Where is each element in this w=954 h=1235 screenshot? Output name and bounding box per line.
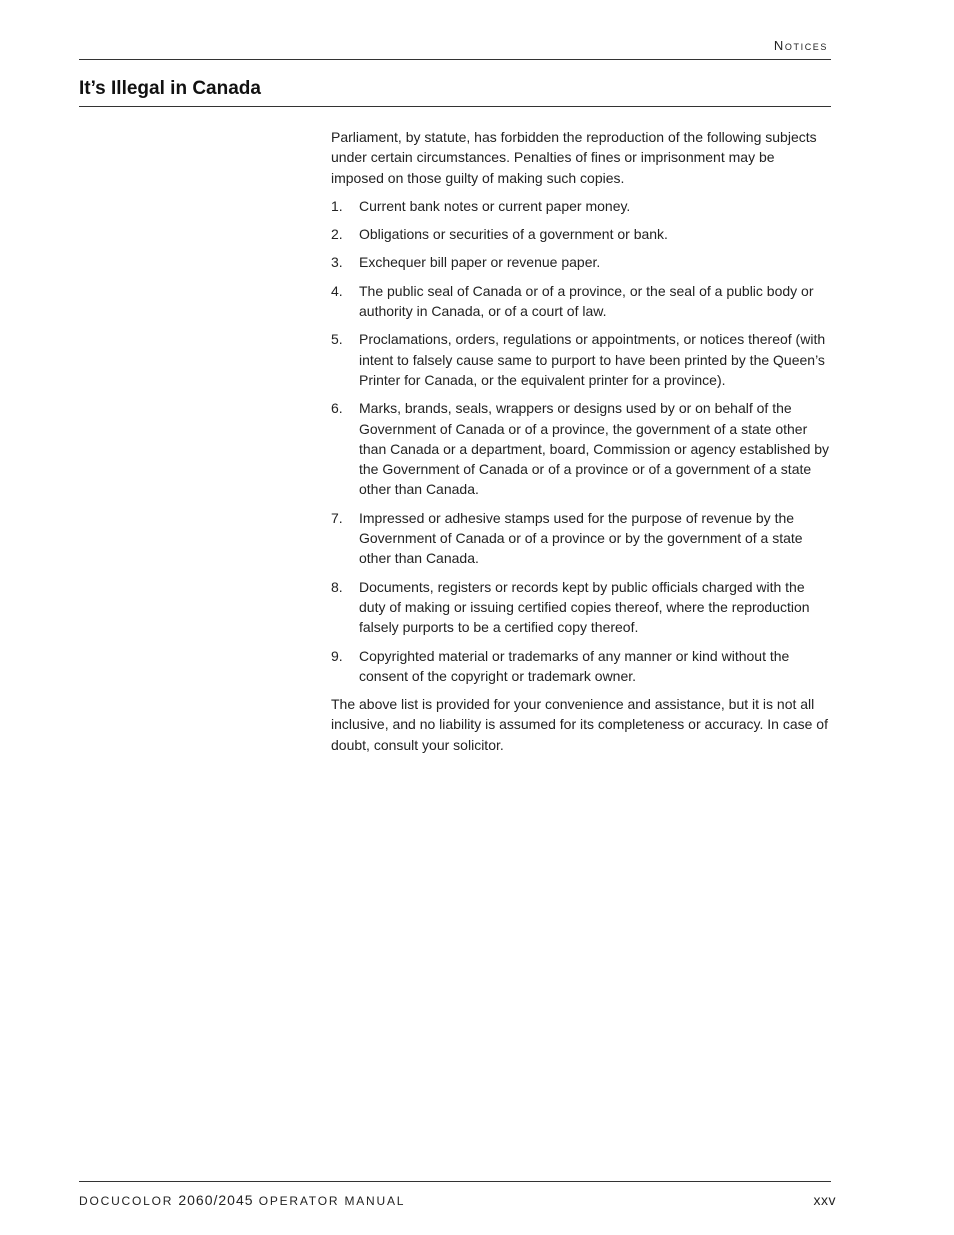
list-item-number: 1. — [331, 197, 343, 214]
footer-manual: OPERATOR MANUAL — [258, 1194, 406, 1208]
intro-paragraph: Parliament, by statute, has forbidden the reproduction of the following subjects under certain circumstances. Penalties of fines or imprisonment may be imposed on those guilty of making such copies. — [331, 129, 817, 186]
list-item-text: Current bank notes or current paper money. — [359, 197, 631, 214]
list-item — [331, 508, 831, 569]
list-item — [331, 577, 831, 638]
list-item-number: 8. — [331, 578, 343, 595]
list-item-text: Marks, brands, seals, wrappers or designs used by or on behalf of the Government of Canada or of a province, the government of a state other than Canada or a department, board, Commission or agency established by the Government of Canada or of a province or of a government of a state other than Canada. — [359, 400, 830, 498]
list-item-text: Copyrighted material or trademarks of any manner or kind without the consent of the copyright or trademark owner. — [359, 647, 790, 684]
list-item — [331, 646, 831, 687]
footer-title — [79, 1192, 405, 1208]
page-number: xxv — [813, 1192, 836, 1208]
closing-paragraph: The above list is provided for your convenience and assistance, but it is not all inclusive, and no liability is assumed for its completeness or accuracy. In case of doubt, consult your solicitor. — [331, 696, 828, 753]
list-item-number: 3. — [331, 254, 343, 271]
list-item-text: Obligations or securities of a government or bank. — [359, 226, 668, 243]
list-item-number: 7. — [331, 509, 343, 526]
list-item — [331, 329, 831, 390]
list-item-text: Impressed or adhesive stamps used for the purpose of revenue by the Government of Canada or of a province or by the government of a state other than Canada. — [359, 509, 803, 567]
body-column — [331, 127, 831, 763]
list-item-text: The public seal of Canada or of a province, or the seal of a public body or authority in Canada, or of a court of law. — [359, 282, 814, 320]
footer-brand: DOCUCOLOR — [79, 1194, 174, 1208]
list-item-text: Exchequer bill paper or revenue paper. — [359, 254, 601, 271]
footer-rule — [79, 1181, 831, 1182]
list-item-number: 2. — [331, 226, 343, 243]
running-head: Notices — [773, 38, 828, 53]
list-item-text: Proclamations, orders, regulations or appointments, or notices thereof (with intent to falsely cause same to purport to have been printed by the Queen’s Printer for Canada, or the equivalent printer for a province). — [359, 331, 826, 388]
list-item — [331, 252, 831, 272]
header-rule — [79, 59, 831, 60]
list-item — [331, 196, 831, 216]
section-title: It’s Illegal in Canada — [79, 78, 261, 99]
title-rule — [79, 106, 831, 107]
list-item — [331, 224, 831, 244]
list-item-text: Documents, registers or records kept by public officials charged with the duty of making or issuing certified copies thereof, where the reproduction falsely purports to be a certified copy thereof. — [359, 578, 810, 636]
footer-model: 2060/2045 — [178, 1192, 254, 1208]
list-item-number: 4. — [331, 282, 343, 299]
list-item — [331, 398, 831, 499]
list-item — [331, 281, 831, 322]
prohibited-items-list — [331, 196, 831, 686]
list-item-number: 6. — [331, 400, 343, 417]
list-item-number: 9. — [331, 647, 343, 664]
list-item-number: 5. — [331, 331, 343, 348]
